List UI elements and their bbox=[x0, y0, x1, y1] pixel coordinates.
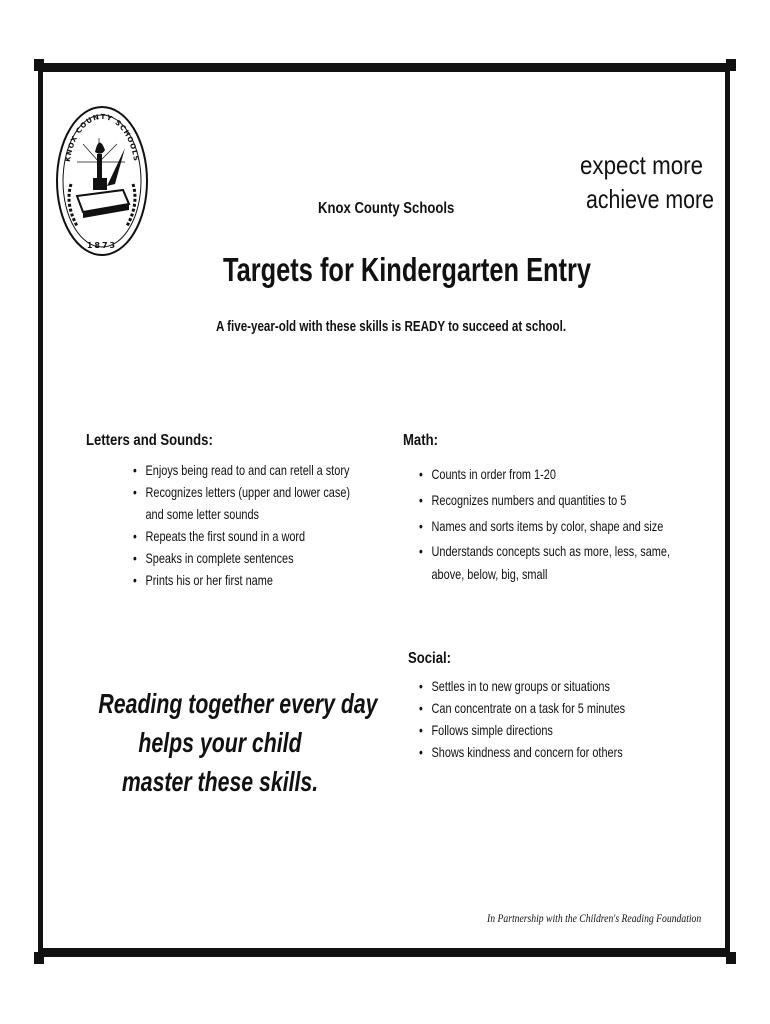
page-subtitle: A five-year-old with these skills is READY to succeed at school. bbox=[216, 319, 567, 335]
letters-section bbox=[86, 432, 241, 450]
list-item: • Enjoys being read to and can retell a story bbox=[133, 459, 350, 481]
svg-text:KNOX COUNTY SCHOOLS: KNOX COUNTY SCHOOLS bbox=[63, 112, 141, 163]
list-item: • Repeats the first sound in a word bbox=[133, 525, 350, 547]
page-title: Targets for Kindergarten Entry bbox=[223, 251, 592, 288]
partnership-note: In Partnership with the Children's Reading Foundation bbox=[487, 913, 702, 925]
border-corner bbox=[726, 59, 736, 71]
math-section bbox=[403, 432, 446, 450]
reading-line-1: Reading together every day bbox=[98, 688, 378, 719]
list-item-continuation: above, below, big, small bbox=[431, 566, 548, 582]
border-corner bbox=[726, 952, 736, 964]
list-item: • Follows simple directions bbox=[419, 719, 625, 741]
school-seal bbox=[55, 104, 149, 258]
tagline-2 bbox=[586, 184, 742, 215]
math-list bbox=[419, 461, 670, 585]
list-item: • Can concentrate on a task for 5 minutes bbox=[419, 697, 625, 719]
list-item: • Speaks in complete sentences bbox=[133, 547, 350, 569]
list-item: • Names and sorts items by color, shape and size bbox=[419, 513, 670, 539]
tagline bbox=[580, 150, 723, 181]
letters-list-wrap bbox=[133, 459, 411, 591]
list-item: • Recognizes letters (upper and lower case) bbox=[133, 481, 350, 503]
tagline-line-1: expect more bbox=[580, 150, 704, 180]
list-item: • Settles in to new groups or situations bbox=[419, 675, 625, 697]
list-item-continued bbox=[419, 563, 670, 585]
page-title-wrap bbox=[223, 251, 701, 289]
social-heading: Social: bbox=[408, 650, 452, 667]
org-name-wrap bbox=[318, 200, 484, 218]
border-corner bbox=[34, 59, 44, 71]
social-section bbox=[408, 650, 460, 668]
letters-list bbox=[133, 459, 350, 591]
letters-heading: Letters and Sounds: bbox=[86, 432, 213, 449]
subtitle-wrap bbox=[216, 318, 654, 336]
list-item-continuation: and some letter sounds bbox=[145, 506, 259, 522]
social-list bbox=[419, 675, 625, 763]
reading-message bbox=[60, 684, 380, 801]
seal-graphic bbox=[55, 104, 149, 258]
math-list-wrap bbox=[419, 461, 741, 585]
partnership-wrap bbox=[487, 909, 742, 927]
list-item-continued bbox=[133, 503, 350, 525]
list-item: • Counts in order from 1-20 bbox=[419, 461, 670, 487]
social-list-wrap bbox=[419, 675, 683, 763]
border-corner bbox=[34, 952, 44, 964]
svg-text:1873: 1873 bbox=[86, 241, 118, 250]
list-item: • Recognizes numbers and quantities to 5 bbox=[419, 487, 670, 513]
reading-line-2: helps your child bbox=[138, 727, 302, 758]
math-heading: Math: bbox=[403, 432, 438, 449]
org-name: Knox County Schools bbox=[318, 200, 455, 217]
list-item: • Prints his or her first name bbox=[133, 569, 350, 591]
list-item: • Shows kindness and concern for others bbox=[419, 741, 625, 763]
tagline-line-2: achieve more bbox=[586, 184, 714, 214]
reading-line-3: master these skills. bbox=[121, 766, 319, 797]
list-item: • Understands concepts such as more, less, same, bbox=[419, 539, 670, 563]
